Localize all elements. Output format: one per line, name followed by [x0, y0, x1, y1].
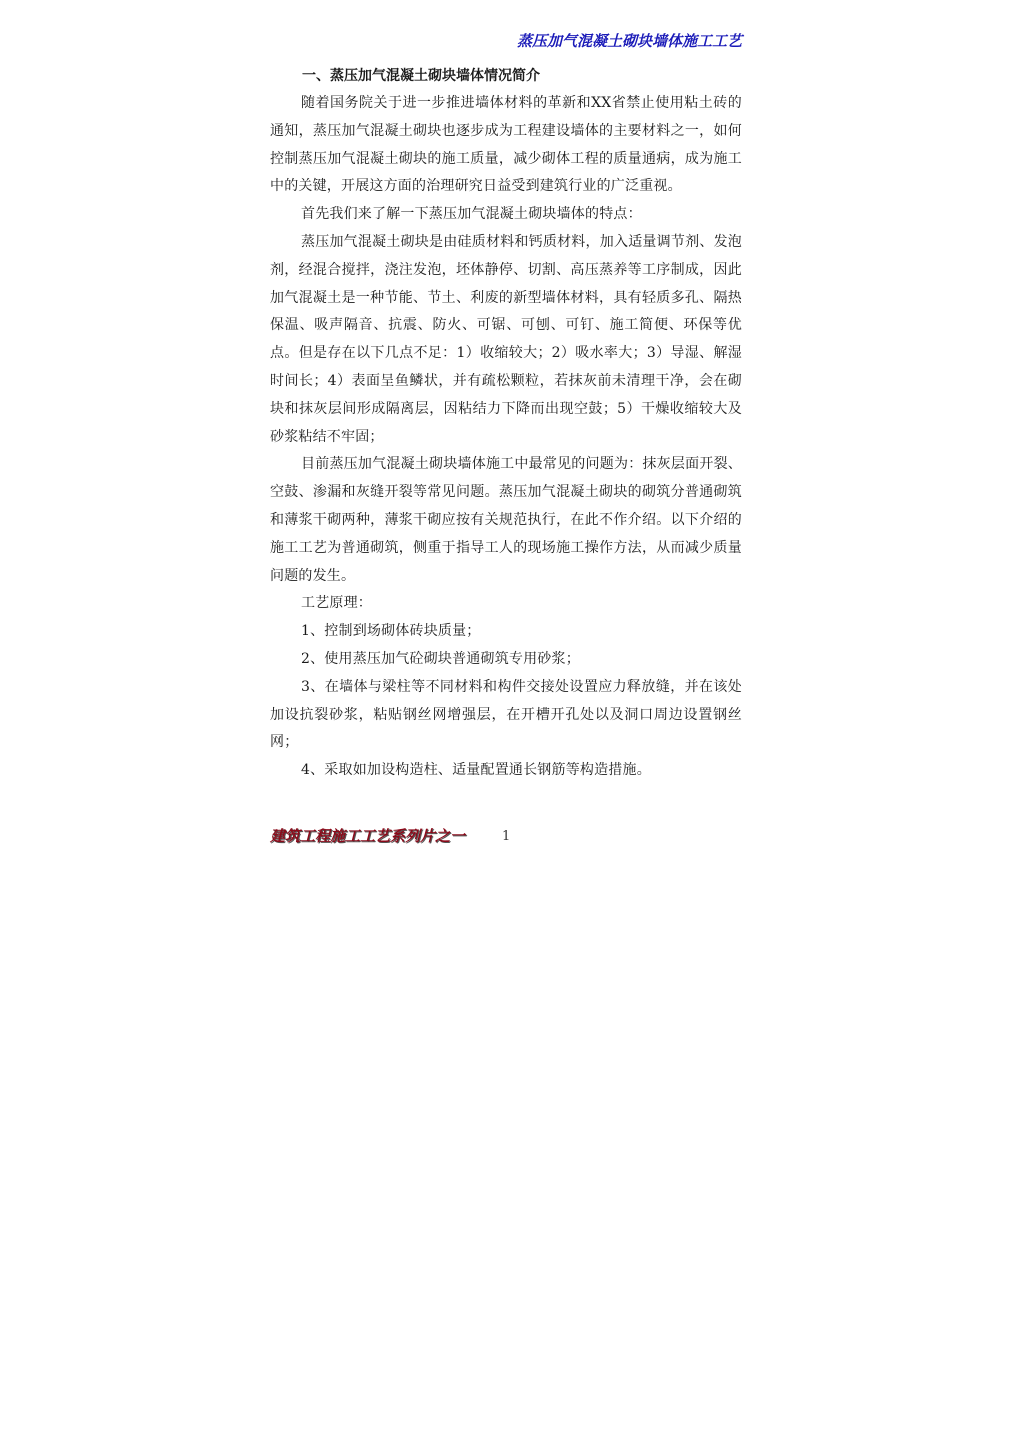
principle-item-1: 1、控制到场砌体砖块质量； — [301, 623, 481, 640]
footer-series-title: 建筑工程施工工艺系列片之一 — [270, 827, 466, 845]
paragraph-features-lead: 首先我们来了解一下蒸压加气混凝土砌块墙体的特点： — [301, 206, 642, 223]
page-number: 1 — [502, 829, 511, 844]
principle-item-3: 3、在墙体与梁柱等不同材料和构件交接处设置应力释放缝，并在该处加设抗裂砂浆，粘贴钢丝网增强层，在开槽开孔处以及洞口周边设置钢丝网； — [270, 678, 742, 751]
document-body — [270, 62, 742, 785]
paragraph-intro: 随着国务院关于进一步推进墙体材料的革新和XX省禁止使用粘土砖的通知，蒸压加气混凝土砌块也逐步成为工程建设墙体的主要材料之一，如何控制蒸压加气混凝土砌块的施工质量，减少砌体工程的质量通病，成为施工中的关键，开展这方面的治理研究日益受到建筑行业的广泛重视。 — [270, 95, 742, 195]
paragraph-principle-label: 工艺原理： — [301, 595, 372, 612]
page-footer — [270, 825, 742, 849]
paragraph-common-problems: 目前蒸压加气混凝土砌块墙体施工中最常见的问题为：抹灰层面开裂、空鼓、渗漏和灰缝开裂等常见问题。蒸压加气混凝土砌块的砌筑分普通砌筑和薄浆干砌两种，薄浆干砌应按有关规范执行，在此不作介绍。以下介绍的施工工艺为普通砌筑，侧重于指导工人的现场施工操作方法，从而减少质量问题的发生。 — [270, 456, 742, 584]
principle-item-4: 4、采取如加设构造柱、适量配置通长钢筋等构造措施。 — [301, 762, 651, 779]
page-header-title: 蒸压加气混凝土砌块墙体施工工艺 — [516, 32, 742, 50]
section-heading: 一、蒸压加气混凝土砌块墙体情况简介 — [302, 68, 540, 84]
principle-item-2: 2、使用蒸压加气砼砌块普通砌筑专用砂浆； — [301, 650, 580, 667]
paragraph-features: 蒸压加气混凝土砌块是由硅质材料和钙质材料，加入适量调节剂、发泡剂，经混合搅拌，浇注发泡，坯体静停、切割、高压蒸养等工序制成，因此加气混凝土是一种节能、节土、利废的新型墙体材料，具有轻质多孔、隔热保温、吸声隔音、抗震、防火、可锯、可刨、可钉、施工简便、环保等优点。但是存在以下几点不足：1）收缩较大；2）吸水率大；3）导湿、解湿时间长；4）表面呈鱼鳞状，并有疏松颗粒，若抹灰前未清理干净，会在砌块和抹灰层间形成隔离层，因粘结力下降而出现空鼓；5）干燥收缩较大及砂浆粘结不牢固； — [270, 233, 742, 445]
